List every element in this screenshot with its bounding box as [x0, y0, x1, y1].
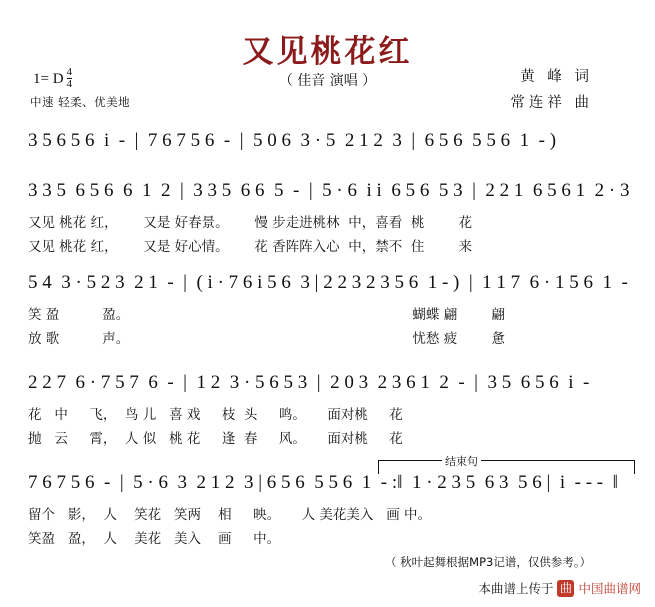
score-line-2-lyric-verse2: 又见 桃花 红， 又是 好心情。 花 香阵阵入心 中，禁不 住 来	[28, 239, 473, 255]
site-footer	[478, 579, 641, 597]
score-line-2-notes: 3 3 5 6 5 6 6 1 2 | 3 3 5 6 6 5 - | 5 · 6 i i 6 5 6 5 3 | 2 2 1 6 5 6 1 2 · 3	[28, 180, 630, 201]
footer-upload-text: 本曲谱上传于	[478, 581, 554, 596]
score-line-4-lyric-verse2: 抛 云 霄， 人 似 桃 花 逢 春 风。 面对桃 花	[28, 431, 403, 447]
score-line-4-notes: 2 2 7 6 · 7 5 7 6 - | 1 2 3 · 5 6 5 3 | 2 0 3 2 3 6 1 2 - | 3 5 6 5 6 i -	[28, 372, 590, 393]
composer-credit: 常连祥 曲	[510, 95, 593, 111]
lyricist-credit: 黄 峰 词	[520, 69, 593, 85]
key-label: 1= D	[33, 70, 64, 87]
singer-credit: （ 佳音 演唱 ）	[278, 73, 377, 89]
score-line-3-lyric-verse1: 笑 盈 盈。 蝴蝶 翩 翩	[28, 307, 506, 323]
time-signature	[67, 67, 73, 90]
ending-label: 结束句	[442, 453, 481, 469]
score-line-5-notes: 7 6 7 5 6 - | 5 · 6 3 2 1 2 3 | 6 5 6 5 5 6 1 - :‖ 1 · 2 3 5 6 3 5 6 | i - - - ‖	[28, 472, 618, 493]
score-line-4-lyric-verse1: 花 中 飞， 鸟 儿 喜 戏 枝 头 鸣。 面对桃 花	[28, 407, 403, 423]
score-line-3-notes: 5 4 3 · 5 2 3 2 1 - | ( i · 7 6 i 5 6 3 | 2 2 3 2 3 5 6 1 - ) | 1 1 7 6 · 1 5 6 1 -	[28, 272, 628, 293]
score-line-2-lyric-verse1: 又见 桃花 红， 又是 好春景。 慢 步走进桃林 中，喜看 桃 花	[28, 215, 473, 231]
tempo-marking: 中速 轻柔、优美地	[30, 95, 131, 109]
score-line-1-notes: 3 5 6 5 6 i - | 7 6 7 5 6 - | 5 0 6 3 · 5 2 1 2 3 | 6 5 6 5 5 6 1 - )	[28, 130, 557, 151]
key-signature	[33, 68, 72, 91]
song-title: 又见桃花红	[242, 34, 413, 70]
arranger-note: （ 秋叶起舞根据MP3记谱，仅供参考。）	[385, 555, 592, 569]
score-line-5-lyric-verse2: 笑盈 盈， 人 美花 美入 画 中。	[28, 531, 281, 547]
site-name-link[interactable]: 中国曲谱网	[578, 581, 641, 596]
meter-denominator: 4	[66, 78, 73, 90]
meter-numerator: 4	[66, 66, 73, 78]
site-logo-icon: 曲	[557, 580, 574, 597]
score-line-5-lyric-verse1: 留个 影， 人 笑花 笑两 相 映。 人 美花美入 画 中。	[28, 507, 432, 523]
score-line-3-lyric-verse2: 放 歌 声。 忧愁 疲 惫	[28, 331, 506, 347]
